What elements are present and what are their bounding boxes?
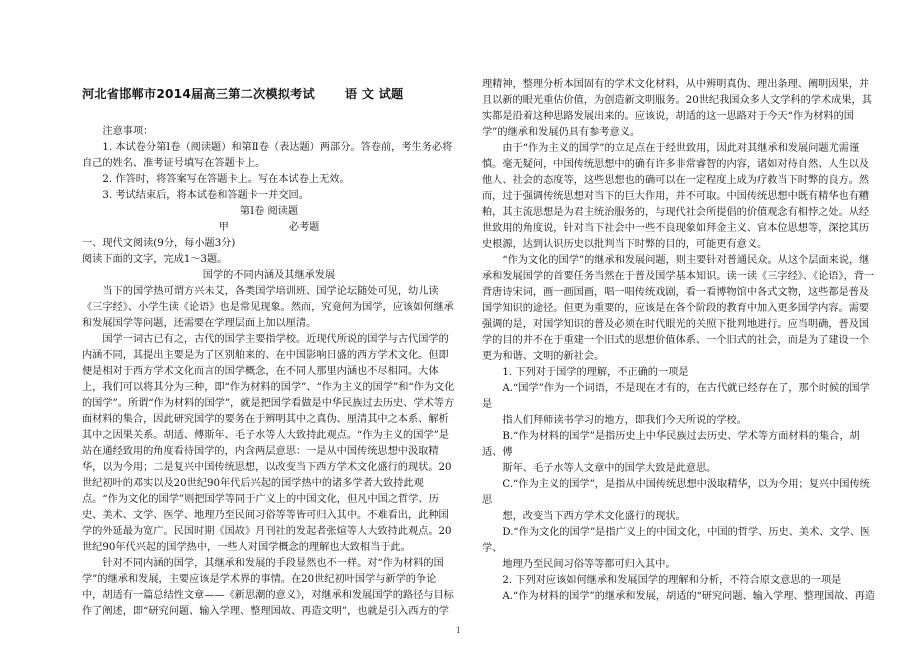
exam-subject: 语 文 试题 bbox=[344, 87, 404, 101]
exam-title bbox=[82, 86, 456, 102]
article-paragraph: 国学一词古已有之，古代的国学主要指学校。近现代所说的国学与古代国学的内涵不同，其提出主要是为了区别舶来的、在中国影响日盛的西方学术文化。但即便是相对于西方学术文化而言的国学概念，在不同人那里内涵也不尽相同。大体上，我们可以将其分为三种，即“作为材料的国学”、“作为主义的国学”和“作为文化的国学”。所谓“作为材料的国学”，就是把国学看做是中华民族过去历史、学术等方面材料的集合，因此研究国学的要务在于辨明其中之真伪、厘清其中之本系、解析其中之因果关系。胡适、傅斯年、毛子水等人大致持此观点。“作为主义的国学”是站在通经致用的角度看待国学的，内含两层意思：一是从中国传统思想中汲取精华，以为今用；二是复兴中国传统思想，以改变当下西方学术文化盛行的现状。20世纪初叶的邓实以及20世纪90年代后兴起的国学热中的诸多学者大致持此观点。“作为文化的国学”则把国学等同于广义上的中国文化，但凡中国之哲学、历史、美术、文学、医学、地理乃至民间习俗等等皆可归入其中。不难看出，此种国学的外延最为宽广。民国时期《国故》月刊社的发起者张煊等人大致持此观点。20世纪90年代兴起的国学热中，一些人对国学概念的理解也大致相当于此。 bbox=[82, 334, 455, 553]
article-paragraph: 由于“作为主义的国学”的立足点在于经世致用，因此对其继承和发展问题尤需谨慎。毫无疑问，中国传统思想中的确有许多非常睿智的内容，诸如对待自然、人生以及他人、社会的态度等，这些思想也的确可以在一定程度上成为疗救当下时弊的良方。然而，过于强调传统思想对当下的巨大作用，并不可取。中国传统思想中既有精华也有糟粕，其主流思想是为君主统治服务的，与现代社会所提倡的价值观念有相悖之处。从经世致用的角度说，针对当下社会中一些不良现象如拜金主义、官本位思想等，深挖其历史根源，达到认识历史以批判当下时弊的目的，可能更有意义。 bbox=[482, 143, 870, 250]
part-left: 甲 bbox=[218, 222, 229, 233]
q1-option: 斯年、毛子水等人文章中的国学大致是此意思。 bbox=[502, 463, 717, 474]
article-paragraph: 当下的国学热可谓方兴未艾，各类国学培训班、国学论坛随处可见，幼儿读《三字经》、小学生读《论语》也是常见现象。然而，究竟何为国学，应该如何继承和发展国学等问题，还需要在学理层面上加以厘清。 bbox=[82, 286, 454, 329]
page-number: 1 bbox=[456, 625, 461, 635]
question-2: 2. 下列对应该如何继承和发展国学的理解和分析，不符合原文意思的一项是 bbox=[502, 575, 842, 586]
q1-option: 指人们拜师读书学习的地方，即我们今天所说的学校。 bbox=[502, 415, 747, 426]
left-column bbox=[82, 0, 456, 620]
article-title: 国学的不同内涵及其继承发展 bbox=[202, 270, 336, 281]
right-column bbox=[482, 0, 877, 605]
question-instruction: 阅读下面的文字，完成1～3题。 bbox=[82, 254, 228, 265]
q2-option: A.“作为材料的国学”的继承和发展，胡适的“研究问题、输入学理、整理国故、再造 bbox=[502, 591, 875, 602]
q1-option: D.“作为文化的国学”是指广义上的中国文化，中国的哲学、历史、美术、文学、医学、 bbox=[482, 527, 871, 554]
note-item: 3. 考试结束后，将本试卷和答题卡一并交回。 bbox=[102, 190, 309, 201]
article-paragraph: “作为文化的国学”的继承和发展问题，则主要针对普通民众。从这个层面来说，继承和发展国学的首要任务当然在于普及国学基本知识。读一读《三字经》、《论语》，背一背唐诗宋词，画一画国画，唱一唱传统戏剧，看一看博物馆中各式文物，这些都是普及国学知识的途径。但更为重要的，应该是在各个阶段的教育中加入更多国学内容。需要强调的是，对国学知识的普及必须在时代眼光的关照下批判地进行。应当明确，普及国学的目的并不在于重建一个旧式的思想价值体系、一个旧式的社会，而是为了建设一个更为和谐、文明的新社会。 bbox=[482, 255, 875, 362]
q1-option: B.“作为材料的国学”是指历史上中华民族过去历史、学术等方面材料的集合，胡适、傅 bbox=[482, 431, 860, 458]
question-1: 1. 下列对于国学的理解，不正确的一项是 bbox=[502, 367, 689, 378]
part-right: 必考题 bbox=[288, 222, 320, 233]
question-heading: 一、现代文阅读(9分，每小题3分) bbox=[82, 238, 236, 249]
notes-heading: 注意事项： bbox=[102, 126, 154, 137]
q1-option: A.“国学”作为一个词语，不是现在才有的，在古代就已经存在了，那个时候的国学是 bbox=[482, 383, 870, 410]
note-item: 1. 本试卷分第Ⅰ卷（阅读题）和第Ⅱ卷（表达题）两部分。答卷前，考生务必将自己的姓名、准考证号填写在答题卡上。 bbox=[82, 142, 453, 169]
q1-option: 地理乃至民间习俗等等都可归入其中。 bbox=[502, 559, 676, 570]
q1-option: C.“作为主义的国学”，是指从中国传统思想中汲取精华，以为今用；复兴中国传统思 bbox=[482, 479, 870, 506]
article-paragraph: 理精神，整理分析本国固有的学术文化材料，从中辨明真伪、理出条理、阐明因果，并且以新的眼光重估价值，为创造新文明服务。20世纪我国众多人文学科的学术成果，其实都是沿着这种思路发展出来的。应该说，胡适的这一思路对于今天“作为材料的国学”的继承和发展仍具有参考意义。 bbox=[482, 79, 872, 138]
section-title: 第Ⅰ卷 阅读题 bbox=[239, 206, 299, 217]
exam-title-text: 河北省邯郸市2014届高三第二次模拟考试 bbox=[82, 87, 315, 101]
article-paragraph: 针对不同内涵的国学，其继承和发展的手段显然也不一样。对“作为材料的国学”的继承和发展，主要应该是学术界的事情。在20世纪初叶国学与新学的争论中，胡适有一篇总结性文章——《新思潮的意义》，对继承和发展国学的路径与目标作了阐述，即“研究问题、输入学理、整理国故、再造文明”，也就是引入西方的学 bbox=[82, 558, 454, 617]
part-heading bbox=[82, 220, 456, 236]
q1-option: 想，改变当下西方学术文化盛行的现状。 bbox=[502, 511, 686, 522]
note-item: 2. 作答时，将答案写在答题卡上。写在本试卷上无效。 bbox=[102, 174, 350, 185]
